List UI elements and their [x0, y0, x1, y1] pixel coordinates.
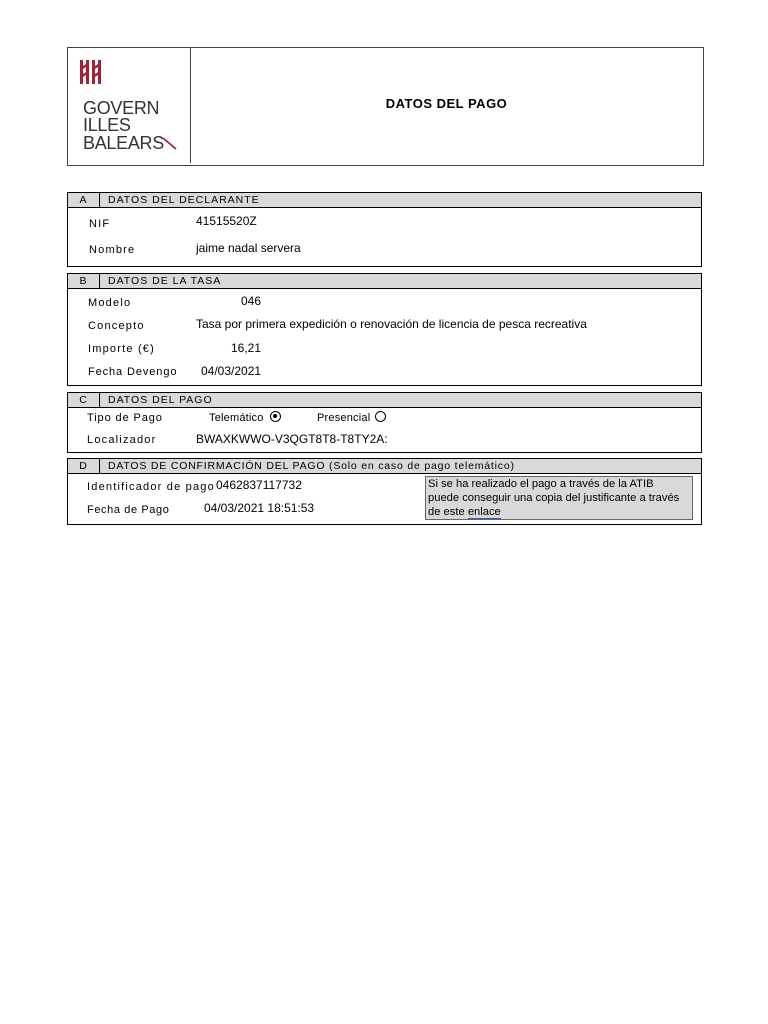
fecha-pago-value: 04/03/2021 18:51:53	[204, 501, 315, 515]
presencial-label: Presencial	[317, 412, 371, 424]
importe-label: Importe (€)	[88, 343, 155, 355]
telematico-label: Telemático	[209, 412, 264, 424]
logo-line-balears: BALEARS	[83, 133, 164, 153]
note-line-3	[428, 505, 692, 519]
section-c-header	[67, 392, 702, 408]
section-d-letter: D	[68, 459, 100, 473]
fecha-devengo-value: 04/03/2021	[201, 364, 262, 378]
presencial-radio[interactable]	[375, 411, 386, 422]
section-b-header	[67, 273, 702, 289]
logo-slash-icon	[162, 135, 178, 151]
section-d-title: DATOS DE CONFIRMACIÓN DEL PAGO (Solo en caso de pago telemático)	[108, 460, 515, 472]
modelo-label: Modelo	[88, 297, 132, 309]
section-c-letter: C	[68, 393, 100, 407]
telematico-radio[interactable]	[270, 411, 281, 422]
section-b-letter: B	[68, 274, 100, 288]
fecha-pago-label: Fecha de Pago	[87, 504, 170, 516]
section-d-header	[67, 458, 702, 474]
concepto-value: Tasa por primera expedición o renovación de licencia de pesca recreativa	[196, 317, 587, 331]
section-a-body	[67, 207, 702, 267]
tipo-pago-label: Tipo de Pago	[87, 412, 163, 424]
logo-line-govern: GOVERN	[83, 98, 160, 118]
localizador-label: Localizador	[87, 434, 157, 446]
nif-label: NIF	[89, 218, 111, 230]
nombre-label: Nombre	[89, 244, 136, 256]
section-b-title: DATOS DE LA TASA	[108, 275, 222, 287]
header-box	[67, 47, 704, 166]
enlace-link[interactable]: enlace	[467, 506, 501, 518]
govern-logo	[68, 48, 191, 163]
justificante-note	[425, 476, 693, 520]
page-title: DATOS DEL PAGO	[385, 96, 508, 111]
section-a-title: DATOS DEL DECLARANTE	[108, 194, 260, 206]
localizador-value: BWAXKWWO-V3QGT8T8-T8TY2A:	[196, 432, 388, 446]
nombre-value: jaime nadal servera	[196, 241, 301, 255]
section-a-letter: A	[68, 193, 100, 207]
note-prefix: de este	[428, 506, 465, 518]
section-c-title: DATOS DEL PAGO	[108, 394, 213, 406]
note-line-2: puede conseguir una copia del justificante a través	[428, 492, 680, 504]
nif-value: 41515520Z	[196, 214, 257, 228]
note-line-1: Si se ha realizado el pago a través de la ATIB	[428, 478, 654, 490]
identificador-value: 0462837117732	[216, 478, 302, 492]
modelo-value: 046	[241, 294, 262, 308]
govern-emblem-icon	[80, 58, 104, 88]
fecha-devengo-label: Fecha Devengo	[88, 366, 178, 378]
logo-line-illes: ILLES	[83, 115, 131, 135]
identificador-label: Identificador de pago	[87, 481, 215, 493]
section-a-header	[67, 192, 702, 208]
importe-value: 16,21	[231, 341, 262, 355]
concepto-label: Concepto	[88, 320, 145, 332]
